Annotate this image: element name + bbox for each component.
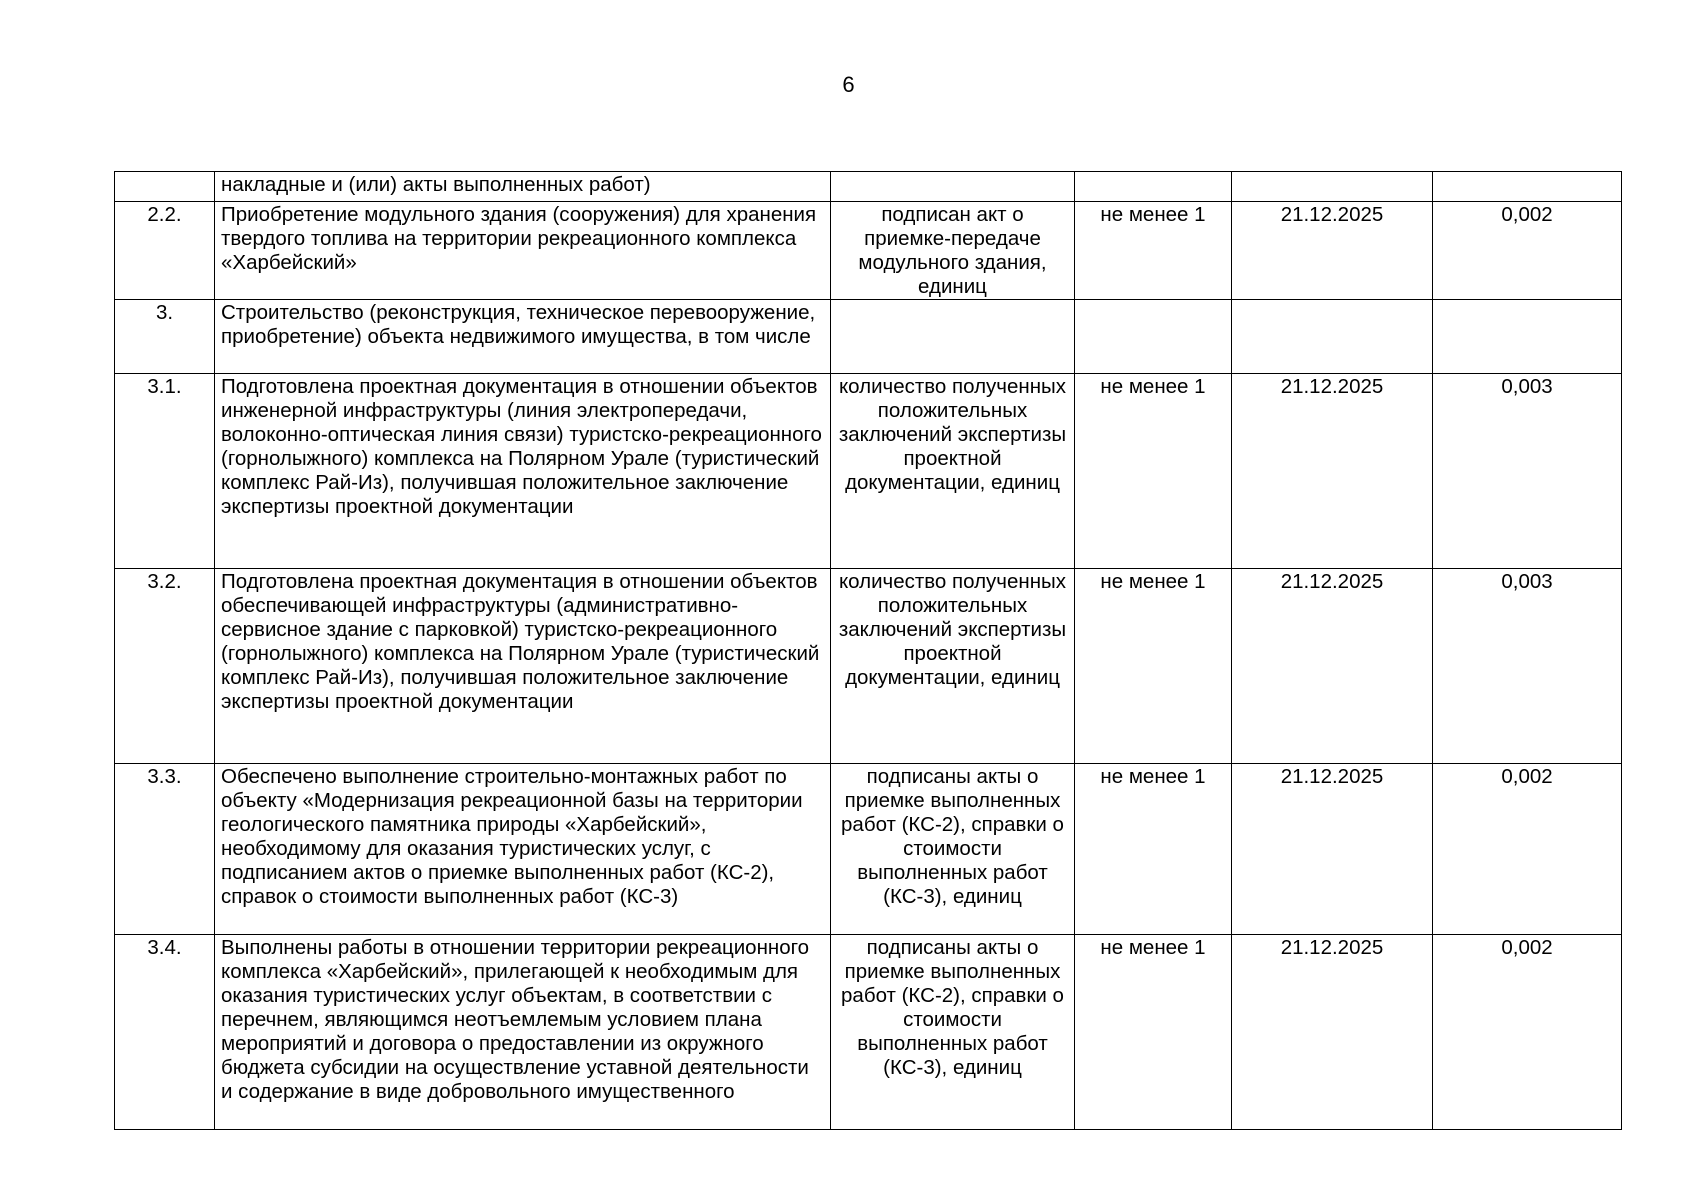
plan-value-cell: не менее 1 — [1075, 374, 1232, 569]
activity-description-cell: накладные и (или) акты выполненных работ) — [215, 172, 831, 202]
row-number-cell: 3.4. — [115, 935, 215, 1130]
deadline-date-cell: 21.12.2025 — [1232, 935, 1433, 1130]
activity-description-cell: Приобретение модульного здания (сооружения) для хранения твердого топлива на территории рекреационного комплекса «Харбейский» — [215, 202, 831, 300]
table-row — [115, 172, 1622, 202]
plan-value-cell: не менее 1 — [1075, 569, 1232, 764]
indicator-value-cell — [1433, 300, 1622, 374]
result-unit-cell: подписаны акты о приемке выполненных работ (КС-2), справки о стоимости выполненных работ (КС-3), единиц — [831, 764, 1075, 935]
plan-value-cell — [1075, 172, 1232, 202]
indicator-value-cell — [1433, 172, 1622, 202]
indicator-value-cell: 0,002 — [1433, 935, 1622, 1130]
result-unit-cell — [831, 172, 1075, 202]
indicator-value-cell: 0,002 — [1433, 202, 1622, 300]
table-row — [115, 202, 1622, 300]
table-body — [115, 172, 1622, 1130]
row-number-cell: 3.1. — [115, 374, 215, 569]
plan-value-cell: не менее 1 — [1075, 202, 1232, 300]
indicator-value-cell: 0,003 — [1433, 569, 1622, 764]
row-number-cell: 2.2. — [115, 202, 215, 300]
activity-description-cell: Выполнены работы в отношении территории рекреационного комплекса «Харбейский», прилегающей к необходимым для оказания туристических услуг объектам, в соответствии с перечнем, являющимся неотъемлемым условием плана мероприятий и договора о предоставлении из окружного бюджета субсидии на осуществление уставной деятельности и содержание в виде добровольного имущественного — [215, 935, 831, 1130]
deadline-date-cell: 21.12.2025 — [1232, 764, 1433, 935]
table-row — [115, 764, 1622, 935]
table-row — [115, 569, 1622, 764]
indicator-value-cell: 0,002 — [1433, 764, 1622, 935]
table-row — [115, 374, 1622, 569]
plan-value-cell: не менее 1 — [1075, 764, 1232, 935]
result-unit-cell: количество полученных положительных заключений экспертизы проектной документации, единиц — [831, 569, 1075, 764]
indicators-table — [114, 171, 1622, 1130]
row-number-cell: 3.2. — [115, 569, 215, 764]
page-number: 6 — [842, 72, 855, 97]
row-number-cell — [115, 172, 215, 202]
row-number-cell: 3. — [115, 300, 215, 374]
deadline-date-cell: 21.12.2025 — [1232, 569, 1433, 764]
activity-description-cell: Подготовлена проектная документация в отношении объектов инженерной инфраструктуры (линия электропередачи, волоконно-оптическая линия связи) туристско-рекреационного (горнолыжного) комплекса на Полярном Урале (туристический комплекс Рай-Из), получившая положительное заключение экспертизы проектной документации — [215, 374, 831, 569]
indicator-value-cell: 0,003 — [1433, 374, 1622, 569]
table-row — [115, 935, 1622, 1130]
table-row — [115, 300, 1622, 374]
deadline-date-cell — [1232, 172, 1433, 202]
deadline-date-cell: 21.12.2025 — [1232, 202, 1433, 300]
activity-description-cell: Подготовлена проектная документация в отношении объектов обеспечивающей инфраструктуры (административно-сервисное здание с парковкой) туристско-рекреационного (горнолыжного) комплекса на Полярном Урале (туристический комплекс Рай-Из), получившая положительное заключение экспертизы проектной документации — [215, 569, 831, 764]
activity-description-cell: Обеспечено выполнение строительно-монтажных работ по объекту «Модернизация рекреационной базы на территории геологического памятника природы «Харбейский», необходимому для оказания туристических услуг, с подписанием актов о приемке выполненных работ (КС-2), справок о стоимости выполненных работ (КС-3) — [215, 764, 831, 935]
plan-value-cell: не менее 1 — [1075, 935, 1232, 1130]
result-unit-cell — [831, 300, 1075, 374]
result-unit-cell: количество полученных положительных заключений экспертизы проектной документации, единиц — [831, 374, 1075, 569]
result-unit-cell: подписаны акты о приемке выполненных работ (КС-2), справки о стоимости выполненных работ (КС-3), единиц — [831, 935, 1075, 1130]
deadline-date-cell — [1232, 300, 1433, 374]
row-number-cell: 3.3. — [115, 764, 215, 935]
deadline-date-cell: 21.12.2025 — [1232, 374, 1433, 569]
activity-description-cell: Строительство (реконструкция, техническое перевооружение, приобретение) объекта недвижимого имущества, в том числе — [215, 300, 831, 374]
plan-value-cell — [1075, 300, 1232, 374]
result-unit-cell: подписан акт о приемке-передаче модульного здания, единиц — [831, 202, 1075, 300]
